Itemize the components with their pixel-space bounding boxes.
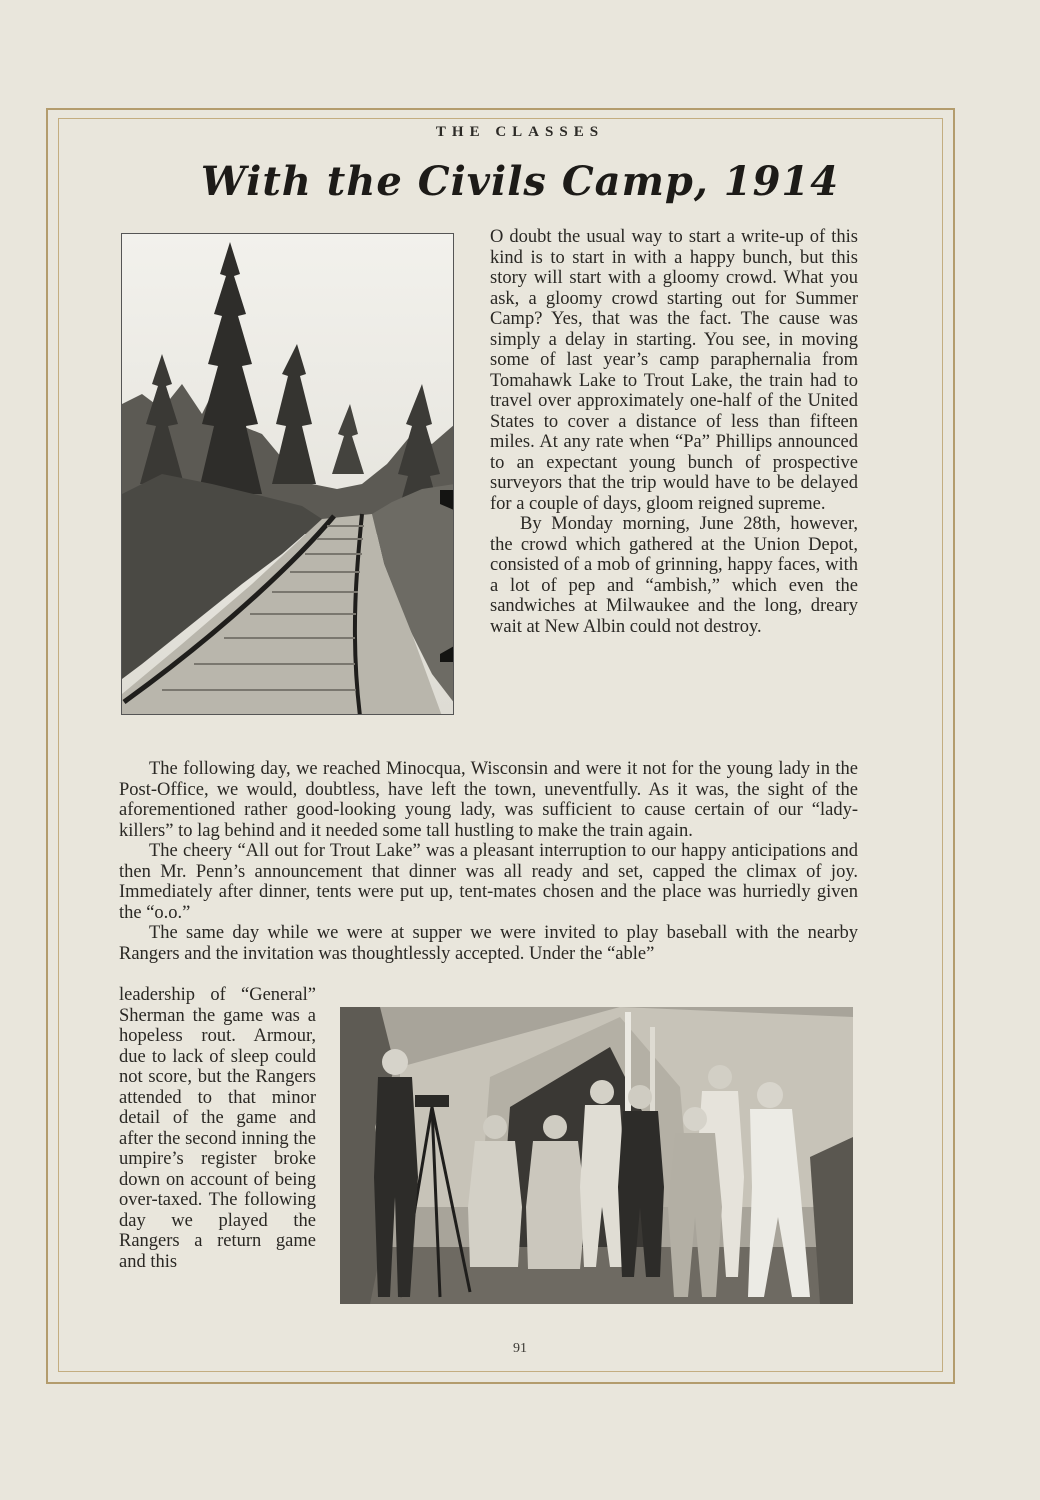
- article-title: With the Civils Camp, 1914: [200, 158, 840, 205]
- paragraph-5: The same day while we were at supper we were invited to play baseball with the nearby Rangers and the invitation was thoughtlessly accepted. Under the “able”: [119, 923, 858, 964]
- camp-group-photo: [340, 1007, 853, 1304]
- paragraph-4: The cheery “All out for Trout Lake” was a pleasant interruption to our happy anticipations and then Mr. Penn’s announcement that dinner was all ready and set, capped the climax of joy. Immediately after dinner, tents were put up, tent-mates chosen and the place was hurriedly given the “o.o.”: [119, 841, 858, 923]
- page-number: 91: [513, 1341, 527, 1356]
- railroad-photo: [121, 233, 454, 715]
- section-header: THE CLASSES: [435, 124, 605, 140]
- paragraph-5-continued: leadership of “General” Sherman the game was a hopeless rout. Armour, due to lack of sleep could not score, but the Rangers attended to that minor detail of the game and after the second inning the umpire’s register broke down on account of being over-taxed. The following day we played the Rangers a return game and this: [119, 985, 316, 1272]
- paragraph-3: The following day, we reached Minocqua, Wisconsin and were it not for the young lady in the Post-Office, we would, doubtless, have left the town, uneventfully. As it was, the sight of the aforementioned rather good-looking young lady, was sufficient to cause certain of our “lady-killers” to lag behind and it needed some tall hustling to make the train again.: [119, 759, 858, 841]
- intro-text-column: [490, 227, 858, 637]
- intro-paragraph: O doubt the usual way to start a write-up of this kind is to start in with a happy bunch, but this story will start with a gloomy crowd. What you ask, a gloomy crowd starting out for Summer Camp? Yes, that was the fact. The cause was simply a delay in starting. You see, in moving some of last year’s camp paraphernalia from Tomahawk Lake to Trout Lake, the train had to travel over approximately one-half of the United States to cover a distance of less than fifteen miles. At any rate when “Pa” Phillips announced to an expectant young bunch of prospective surveyors that the trip would have to be delayed for a couple of days, gloom reigned supreme.: [490, 227, 858, 514]
- full-width-text: [119, 759, 858, 964]
- narrow-text-column: [119, 985, 316, 1272]
- drop-cap-letter: [434, 482, 454, 668]
- paragraph-2: By Monday morning, June 28th, however, the crowd which gathered at the Union Depot, consisted of a mob of grinning, happy faces, with a lot of pep and “ambish,” which even the sandwiches at Milwaukee and the long, dreary wait at New Albin could not destroy.: [490, 514, 858, 637]
